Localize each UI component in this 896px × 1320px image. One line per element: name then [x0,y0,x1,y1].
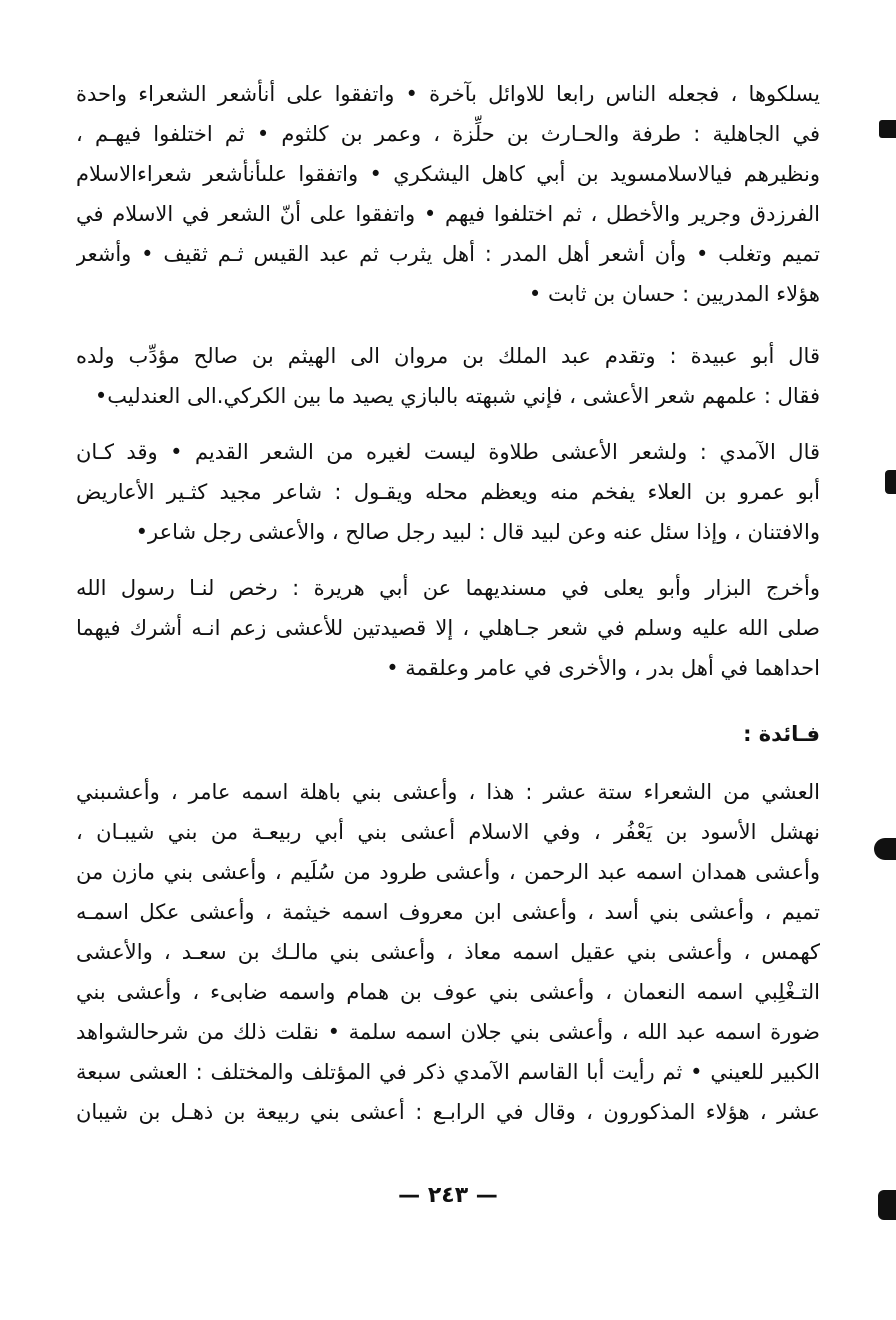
paragraph-abu-ubayda [76,336,820,416]
text-line: ضورة اسمه عبد الله ، وأعشى بني جلان اسمه سلمة • نقلت ذلك من شرحالشواهد [76,1020,820,1044]
scan-edge-mark [885,470,896,494]
text-line: الكبير للعيني • ثم رأيت أبا القاسم الآمدي ذكر في المؤتلف والمختلف : العشى سبعة [76,1060,820,1084]
text-line: وأعشى همدان اسمه عبد الرحمن ، وأعشى طرود من سُلَيم ، وأعشى بني مازن من [76,860,820,884]
text-line: قال أبو عبيدة : وتقدم عبد الملك بن مروان الى الهيثم بن صالح مؤدِّب ولده [76,344,820,368]
text-line: عشر ، هؤلاء المذكورون ، وقال في الرابـع : أعشى بني ربيعة بن ذهـل بن شيبان [76,1100,820,1124]
scan-edge-mark [874,838,896,860]
paragraph-al-amidi [76,432,820,552]
text-line: قال الآمدي : ولشعر الأعشى طلاوة ليست لغيره من الشعر القديم • وقد كـان [76,440,820,464]
section-heading: فـائدة : [743,722,820,746]
text-line: احداهما في أهل بدر ، والأخرى في عامر وعلقمة • [386,656,820,680]
text-line: نهشل الأسود بن يَعْفُر ، وفي الاسلام أعشى بني أبي ربيعـة من بني شيبـان ، [76,820,820,844]
text-line: في الجاهلية : طرفة والحـارث بن حلِّزة ، وعمر بن كلثوم • ثم اختلفوا فيهـم ، [76,122,820,146]
text-line: تميم وتغلب • وأن أشعر أهل المدر : أهل يثرب ثم عبد القيس ثـم ثقيف • وأشعر [76,242,820,266]
text-line: وأخرج البزار وأبو يعلى في مسنديهما عن أبي هريرة : رخص لنـا رسول الله [76,576,820,600]
scan-edge-mark [879,120,896,138]
text-line: هؤلاء المدريين : حسان بن ثابت • [528,282,820,306]
text-line: تميم ، وأعشى بني أسد ، وأعشى ابن معروف اسمه خيثمة ، وأعشى عكل اسمـه [76,900,820,924]
paragraph-poets-ranking [76,74,820,314]
text-line: العشي من الشعراء ستة عشر : هذا ، وأعشى بني باهلة اسمه عامر ، وأعشىبني [76,780,820,804]
text-line: أبو عمرو بن العلاء يفخم منه ويعظم محله ويقـول : شاعر مجيد كثـير الأعاريض [76,480,820,504]
text-line: يسلكوها ، فجعله الناس رابعا للاوائل بآخرة • واتفقوا على أنأشعر الشعراء واحدة [76,82,820,106]
text-line: والافتنان ، وإذا سئل عنه وعن لبيد قال : لبيد رجل صالح ، والأعشى رجل شاعر• [135,520,820,544]
page-number: — ٢٤٣ — [398,1183,498,1208]
paragraph-hadith [76,568,820,688]
text-line: التـغْلِبي اسمه النعمان ، وأعشى بني عوف بن همام واسمه ضابىء ، وأعشى بني [76,980,820,1004]
paragraph-ashas-list [76,772,820,1132]
text-line: كهمس ، وأعشى بني عقيل اسمه معاذ ، وأعشى بني مالـك بن سعـد ، والأعشى [76,940,820,964]
scan-edge-mark [878,1190,896,1220]
text-line: فقال : علمهم شعر الأعشى ، فإني شبهته بالبازي يصيد ما بين الكركي.الى العندليب• [94,384,820,408]
text-line: الفرزدق وجرير والأخطل ، ثم اختلفوا فيهم • واتفقوا على أنّ الشعر في الاسلام في [76,202,820,226]
text-line: صلى الله عليه وسلم في شعر جـاهلي ، إلا قصيدتين للأعشى زعم انـه أشرك فيهما [76,616,820,640]
text-line: ونظيرهم فيالاسلامسويد بن أبي كاهل اليشكري • واتفقوا علىأنأشعر شعراءالاسلام [76,162,820,186]
